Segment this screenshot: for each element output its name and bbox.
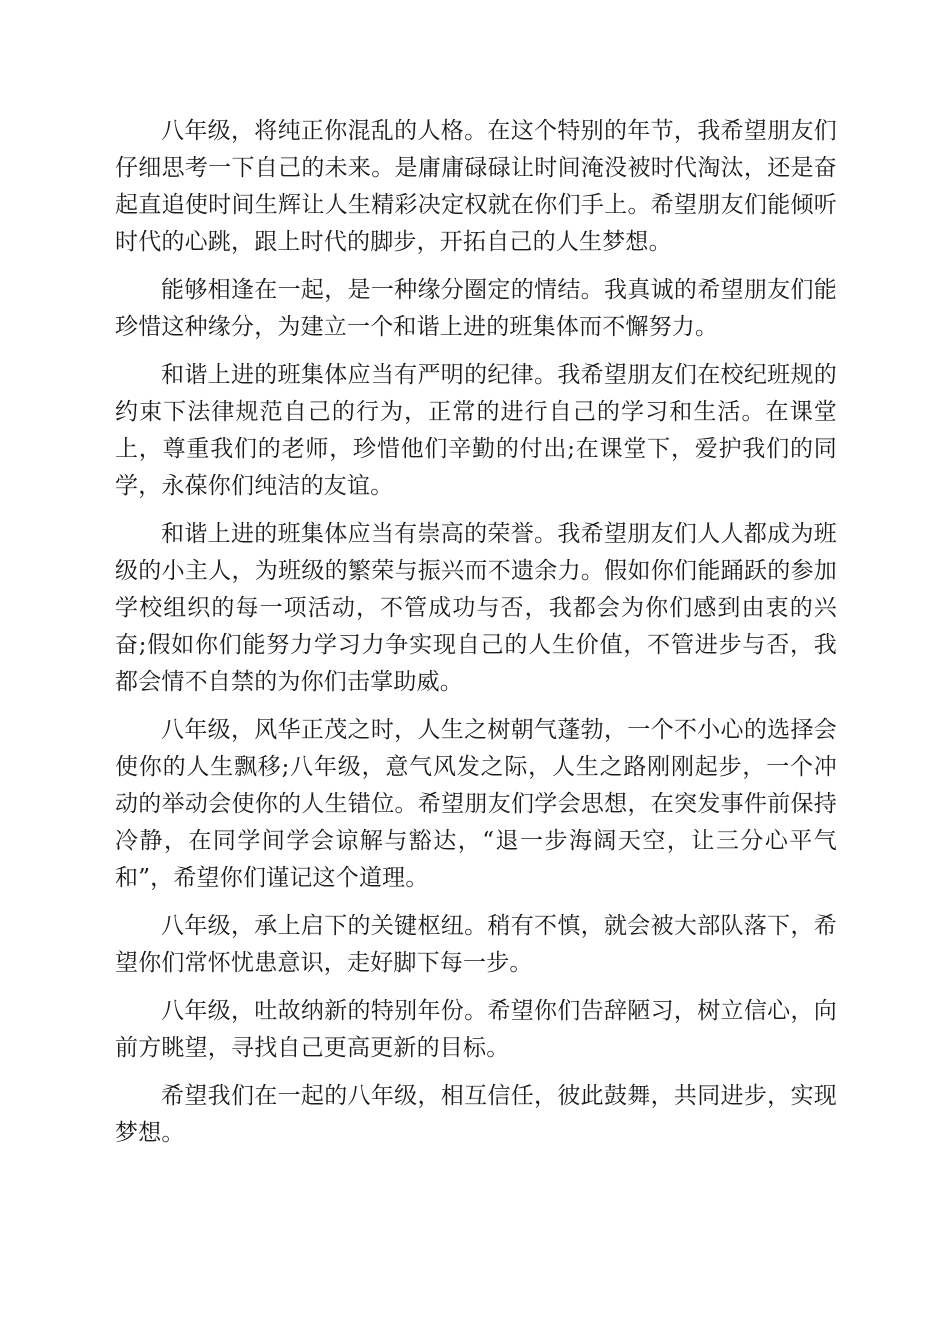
document-body [115, 113, 837, 1163]
paragraph-6: 八年级，承上启下的关键枢纽。稍有不慎，就会被大部队落下，希望你们常怀忧患意识，走好脚下每一步。 [115, 913, 837, 976]
paragraph-3: 和谐上进的班集体应当有严明的纪律。我希望朋友们在校纪班规的约束下法律规范自己的行为，正常的进行自己的学习和生活。在课堂上，尊重我们的老师，珍惜他们辛勤的付出;在课堂下，爱护我们的同学，永葆你们纯洁的友谊。 [115, 362, 837, 499]
paragraph-5: 八年级，风华正茂之时，人生之树朝气蓬勃，一个不小心的选择会使你的人生飘移;八年级，意气风发之际，人生之路刚刚起步，一个冲动的举动会使你的人生错位。希望朋友们学会思想，在突发事件前保持冷静，在同学间学会谅解与豁达，“退一步海阔天空，让三分心平气和”，希望你们谨记这个道理。 [115, 717, 837, 891]
paragraph-2: 能够相逢在一起，是一种缘分圈定的情结。我真诚的希望朋友们能珍惜这种缘分，为建立一个和谐上进的班集体而不懈努力。 [115, 277, 837, 340]
paragraph-4: 和谐上进的班集体应当有崇高的荣誉。我希望朋友们人人都成为班级的小主人，为班级的繁荣与振兴而不遗余力。假如你们能踊跃的参加学校组织的每一项活动，不管成功与否，我都会为你们感到由衷的兴奋;假如你们能努力学习力争实现自己的人生价值，不管进步与否，我都会情不自禁的为你们击掌助威。 [115, 521, 837, 695]
paragraph-8: 希望我们在一起的八年级，相互信任，彼此鼓舞，共同进步，实现梦想。 [115, 1083, 837, 1146]
paragraph-1: 八年级，将纯正你混乱的人格。在这个特别的年节，我希望朋友们仔细思考一下自己的未来。是庸庸碌碌让时间淹没被时代淘汰，还是奋起直追使时间生辉让人生精彩决定权就在你们手上。希望朋友们能倾听时代的心跳，跟上时代的脚步，开拓自己的人生梦想。 [115, 118, 837, 255]
paragraph-7: 八年级，吐故纳新的特别年份。希望你们告辞陋习，树立信心，向前方眺望，寻找自己更高更新的目标。 [115, 998, 837, 1061]
